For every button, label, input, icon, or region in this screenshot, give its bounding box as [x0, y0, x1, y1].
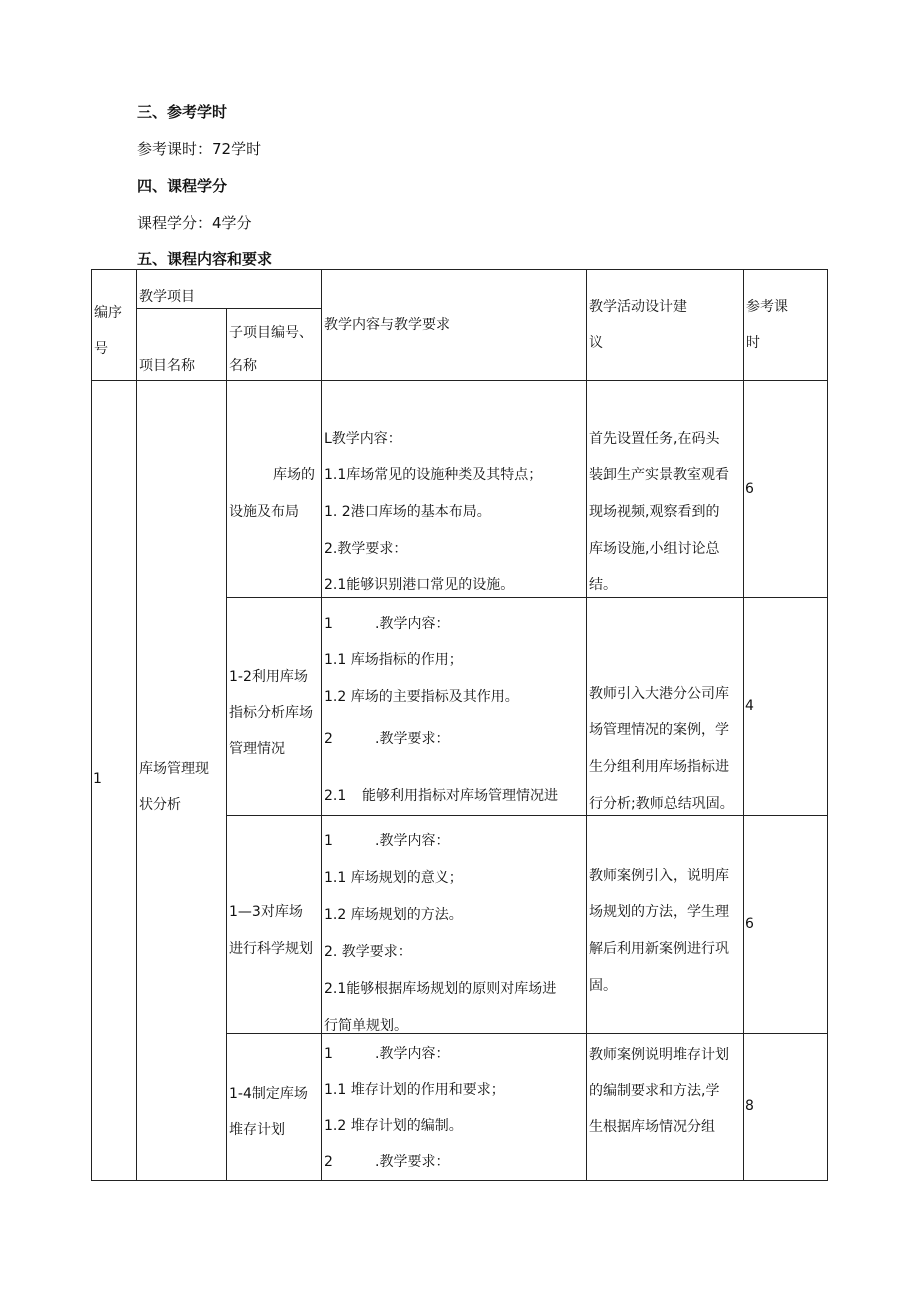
content-line: 2. 教学要求： [324, 944, 412, 960]
content-line: 1.1库场常见的设施种类及其特点； [324, 467, 543, 483]
header-subproject: 子项目编号、 [229, 325, 313, 341]
section-heading-credits: 四、课程学分 [137, 177, 228, 195]
table-divider [226, 308, 227, 1181]
content-line: 2.1能够识别港口常见的设施。 [324, 577, 515, 593]
content-line: 1 [324, 1046, 333, 1062]
header-activity: 议 [589, 335, 603, 351]
content-line: 能够利用指标对库场管理情况进 [362, 788, 558, 804]
table-divider [226, 1033, 828, 1034]
activity-line: 行分析;教师总结巩固。 [589, 796, 734, 812]
table-divider [226, 597, 828, 598]
table-divider [586, 269, 587, 1181]
section-heading-content: 五、课程内容和要求 [137, 250, 273, 268]
subproject-name: 1-4制定库场 [229, 1086, 308, 1102]
content-line: 2.1能够根据库场规划的原则对库场进 [324, 981, 557, 997]
table-border-right [827, 269, 828, 1181]
table-divider [321, 269, 322, 1181]
content-line: 1.1 库场规划的意义； [324, 870, 463, 886]
subproject-name: 管理情况 [229, 741, 285, 757]
activity-line: 解后利用新案例进行巩 [589, 941, 729, 957]
activity-line: 生根据库场情况分组 [589, 1119, 715, 1135]
content-line: 行简单规划。 [324, 1018, 408, 1034]
subproject-name: 1-2利用库场 [229, 669, 308, 685]
activity-line: 库场设施,小组讨论总 [589, 541, 720, 557]
subproject-name: 设施及布局 [229, 504, 299, 520]
project-name: 库场管理现 [139, 761, 209, 777]
header-number: 号 [94, 341, 108, 357]
table-divider [226, 815, 828, 816]
table-border-bottom [91, 1180, 828, 1181]
content-line: .教学要求： [375, 731, 450, 747]
content-line: 1.1 库场指标的作用； [324, 652, 463, 668]
activity-line: 生分组利用库场指标进 [589, 759, 729, 775]
table-divider [743, 269, 744, 1181]
table-divider [136, 308, 322, 309]
content-line: .教学要求： [375, 1154, 450, 1170]
subproject-name: 堆存计划 [229, 1122, 285, 1138]
content-line: 1 [324, 616, 333, 632]
activity-line: 的编制要求和方法,学 [589, 1083, 720, 1099]
activity-line: 首先设置任务,在码头 [589, 431, 720, 447]
activity-line: 场规划的方法，学生理 [589, 904, 729, 920]
content-line: 1.2 库场规划的方法。 [324, 907, 463, 923]
activity-line: 结。 [589, 577, 617, 593]
content-line: .教学内容： [375, 833, 450, 849]
section-heading-hours: 三、参考学时 [137, 103, 228, 121]
content-line: 1 [324, 833, 333, 849]
content-line: 1.2 库场的主要指标及其作用。 [324, 689, 519, 705]
content-line: 2.教学要求： [324, 541, 408, 557]
content-line: 2 [324, 731, 333, 747]
project-name: 状分析 [139, 797, 181, 813]
activity-line: 教师引入大港分公司库 [589, 686, 729, 702]
subproject-name: 1—3对库场 [229, 904, 303, 920]
content-line: 2 [324, 1154, 333, 1170]
table-border-top [91, 269, 828, 270]
activity-line: 场管理情况的案例，学 [589, 722, 729, 738]
subproject-name: 库场的 [273, 467, 315, 483]
content-line: 1.2 堆存计划的编制。 [324, 1118, 463, 1134]
subproject-name: 指标分析库场 [229, 705, 313, 721]
hours-text: 参考课时：72学时 [137, 140, 262, 158]
hours-value: 6 [745, 916, 754, 932]
hours-value: 8 [745, 1098, 754, 1114]
activity-line: 现场视频,观察看到的 [589, 504, 720, 520]
header-hours: 参考课 [746, 299, 788, 315]
subproject-name: 进行科学规划 [229, 941, 313, 957]
content-line: L教学内容： [324, 431, 402, 447]
activity-line: 固。 [589, 978, 617, 994]
activity-line: 教师案例说明堆存计划 [589, 1047, 729, 1063]
credits-text: 课程学分：4学分 [137, 214, 252, 232]
content-line: 2.1 [324, 788, 347, 804]
table-divider [91, 380, 828, 381]
table-divider [136, 269, 137, 1181]
header-number: 编序 [94, 305, 122, 321]
row-number: 1 [93, 771, 102, 787]
header-hours: 时 [746, 335, 760, 351]
hours-value: 4 [745, 698, 754, 714]
content-line: 1.1 堆存计划的作用和要求； [324, 1082, 505, 1098]
header-content: 教学内容与教学要求 [324, 317, 450, 333]
header-subproject: 名称 [229, 358, 257, 374]
content-line: .教学内容： [375, 1046, 450, 1062]
content-line: 1. 2港口库场的基本布局。 [324, 504, 491, 520]
header-activity: 教学活动设计建 [589, 299, 687, 315]
table-border-left [91, 269, 92, 1181]
hours-value: 6 [745, 481, 754, 497]
header-project-name: 项目名称 [139, 358, 195, 374]
content-line: .教学内容： [375, 616, 450, 632]
activity-line: 教师案例引入，说明库 [589, 868, 729, 884]
activity-line: 装卸生产实景教室观看 [589, 467, 729, 483]
header-project: 教学项目 [139, 289, 195, 305]
